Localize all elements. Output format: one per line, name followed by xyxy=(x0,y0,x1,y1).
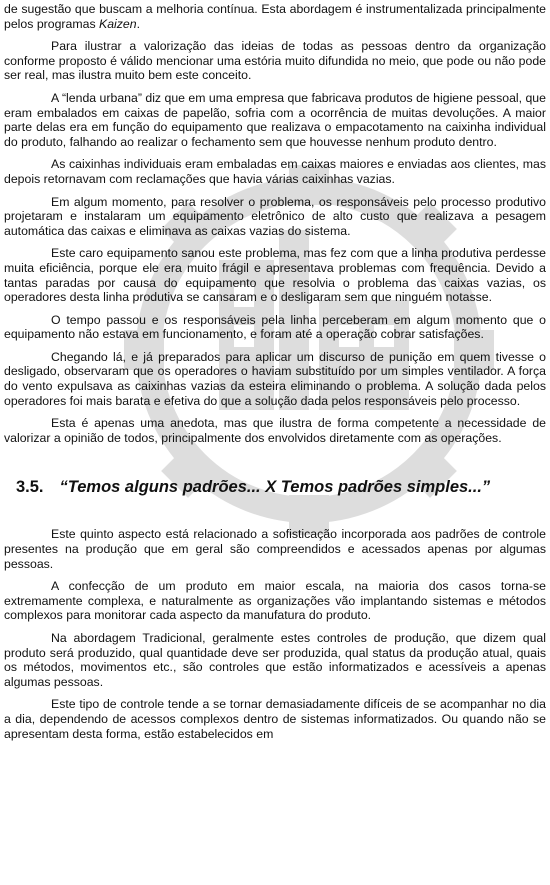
section-title: “Temos alguns padrões... X Temos padrões simples...” xyxy=(59,478,491,497)
document-page xyxy=(4,0,546,885)
paragraph: Na abordagem Tradicional, geralmente estes controles de produção, que dizem qual produto será produzido, qual quantidade deve ser produzida, qual status da produção atual, quais os métodos, movimentos etc., são controles que estão informatizados e acessíveis a apenas algumas pessoas. xyxy=(4,631,546,689)
section-heading xyxy=(16,477,546,497)
paragraph: Este tipo de controle tende a se tornar demasiadamente difíceis de se acompanhar no dia a dia, dependendo de acessos complexos dentro de sistemas informatizados. Ou quando não se apresentam desta forma, estão estabelecidos em xyxy=(4,697,546,741)
paragraph: A confecção de um produto em maior escala, na maioria dos casos torna-se extremamente complexa, e naturalmente as organizações vão implantando sistemas e métodos complexos para monitorar cada aspecto da manufatura do produto. xyxy=(4,579,546,623)
paragraph: Este caro equipamento sanou este problema, mas fez com que a linha produtiva perdesse muita eficiência, porque ele era muito frágil e apresentava problemas com frequência. Devido a tantas paradas por causa do equipamento que resolvia o problema das caixas vazias, os operadores desta linha produtiva se cansaram e o desligaram sem que ninguém notasse. xyxy=(4,246,546,305)
paragraph: A “lenda urbana” diz que em uma empresa que fabricava produtos de higiene pessoal, que eram embalados em caixas de papelão, sofria com a ocorrência de muitas devoluções. A maior parte delas era em função do equipamento que realizava o empacotamento na caixinha individual do produto, falhando ao realizar o fechamento sem que houvesse nenhum produto dentro. xyxy=(4,90,546,149)
paragraph-kaizen: de sugestão que buscam a melhoria contínua. Esta abordagem é instrumentalizada principalmente pelos programas Kaizen. xyxy=(4,2,546,31)
section-number: 3.5. xyxy=(16,478,44,497)
paragraph: Em algum momento, para resolver o problema, os responsáveis pelo processo produtivo projetaram e instalaram um equipamento eletrônico de alto custo que realizava a pesagem automática das caixas e eliminava as caixas vazias do sistema. xyxy=(4,194,546,238)
paragraph: Chegando lá, e já preparados para aplicar um discurso de punição em quem tivesse o desligado, observaram que os operadores o haviam substituído por um simples ventilador. A força do vento expulsava as caixinhas vazias da esteira eliminando o problema. A solução dada pelos operadores foi mais barata e efetiva do que a solução dada pelos responsáveis pelo processo. xyxy=(4,349,546,408)
document-body xyxy=(4,0,546,741)
paragraph: As caixinhas individuais eram embaladas em caixas maiores e enviadas aos clientes, mas depois retornavam com reclamações que havia várias caixinhas vazias. xyxy=(4,157,546,186)
paragraph: O tempo passou e os responsáveis pela linha perceberam em algum momento que o equipamento não estava em funcionamento, e foram até a operação cobrar satisfações. xyxy=(4,312,546,342)
paragraph: Para ilustrar a valorização das ideias de todas as pessoas dentro da organização conforme proposto é válido mencionar uma estória muito difundida no meio, que pode ou não pode ser real, mas ilustra muito bem este conceito. xyxy=(4,39,546,83)
paragraph: Esta é apenas uma anedota, mas que ilustra de forma competente a necessidade de valorizar a opinião de todos, principalmente dos envolvidos diretamente com as operações. xyxy=(4,416,546,445)
paragraph: Este quinto aspecto está relacionado a sofisticação incorporada aos padrões de controle presentes na produção que em geral são compreendidos e acessados apenas por algumas pessoas. xyxy=(4,527,546,571)
